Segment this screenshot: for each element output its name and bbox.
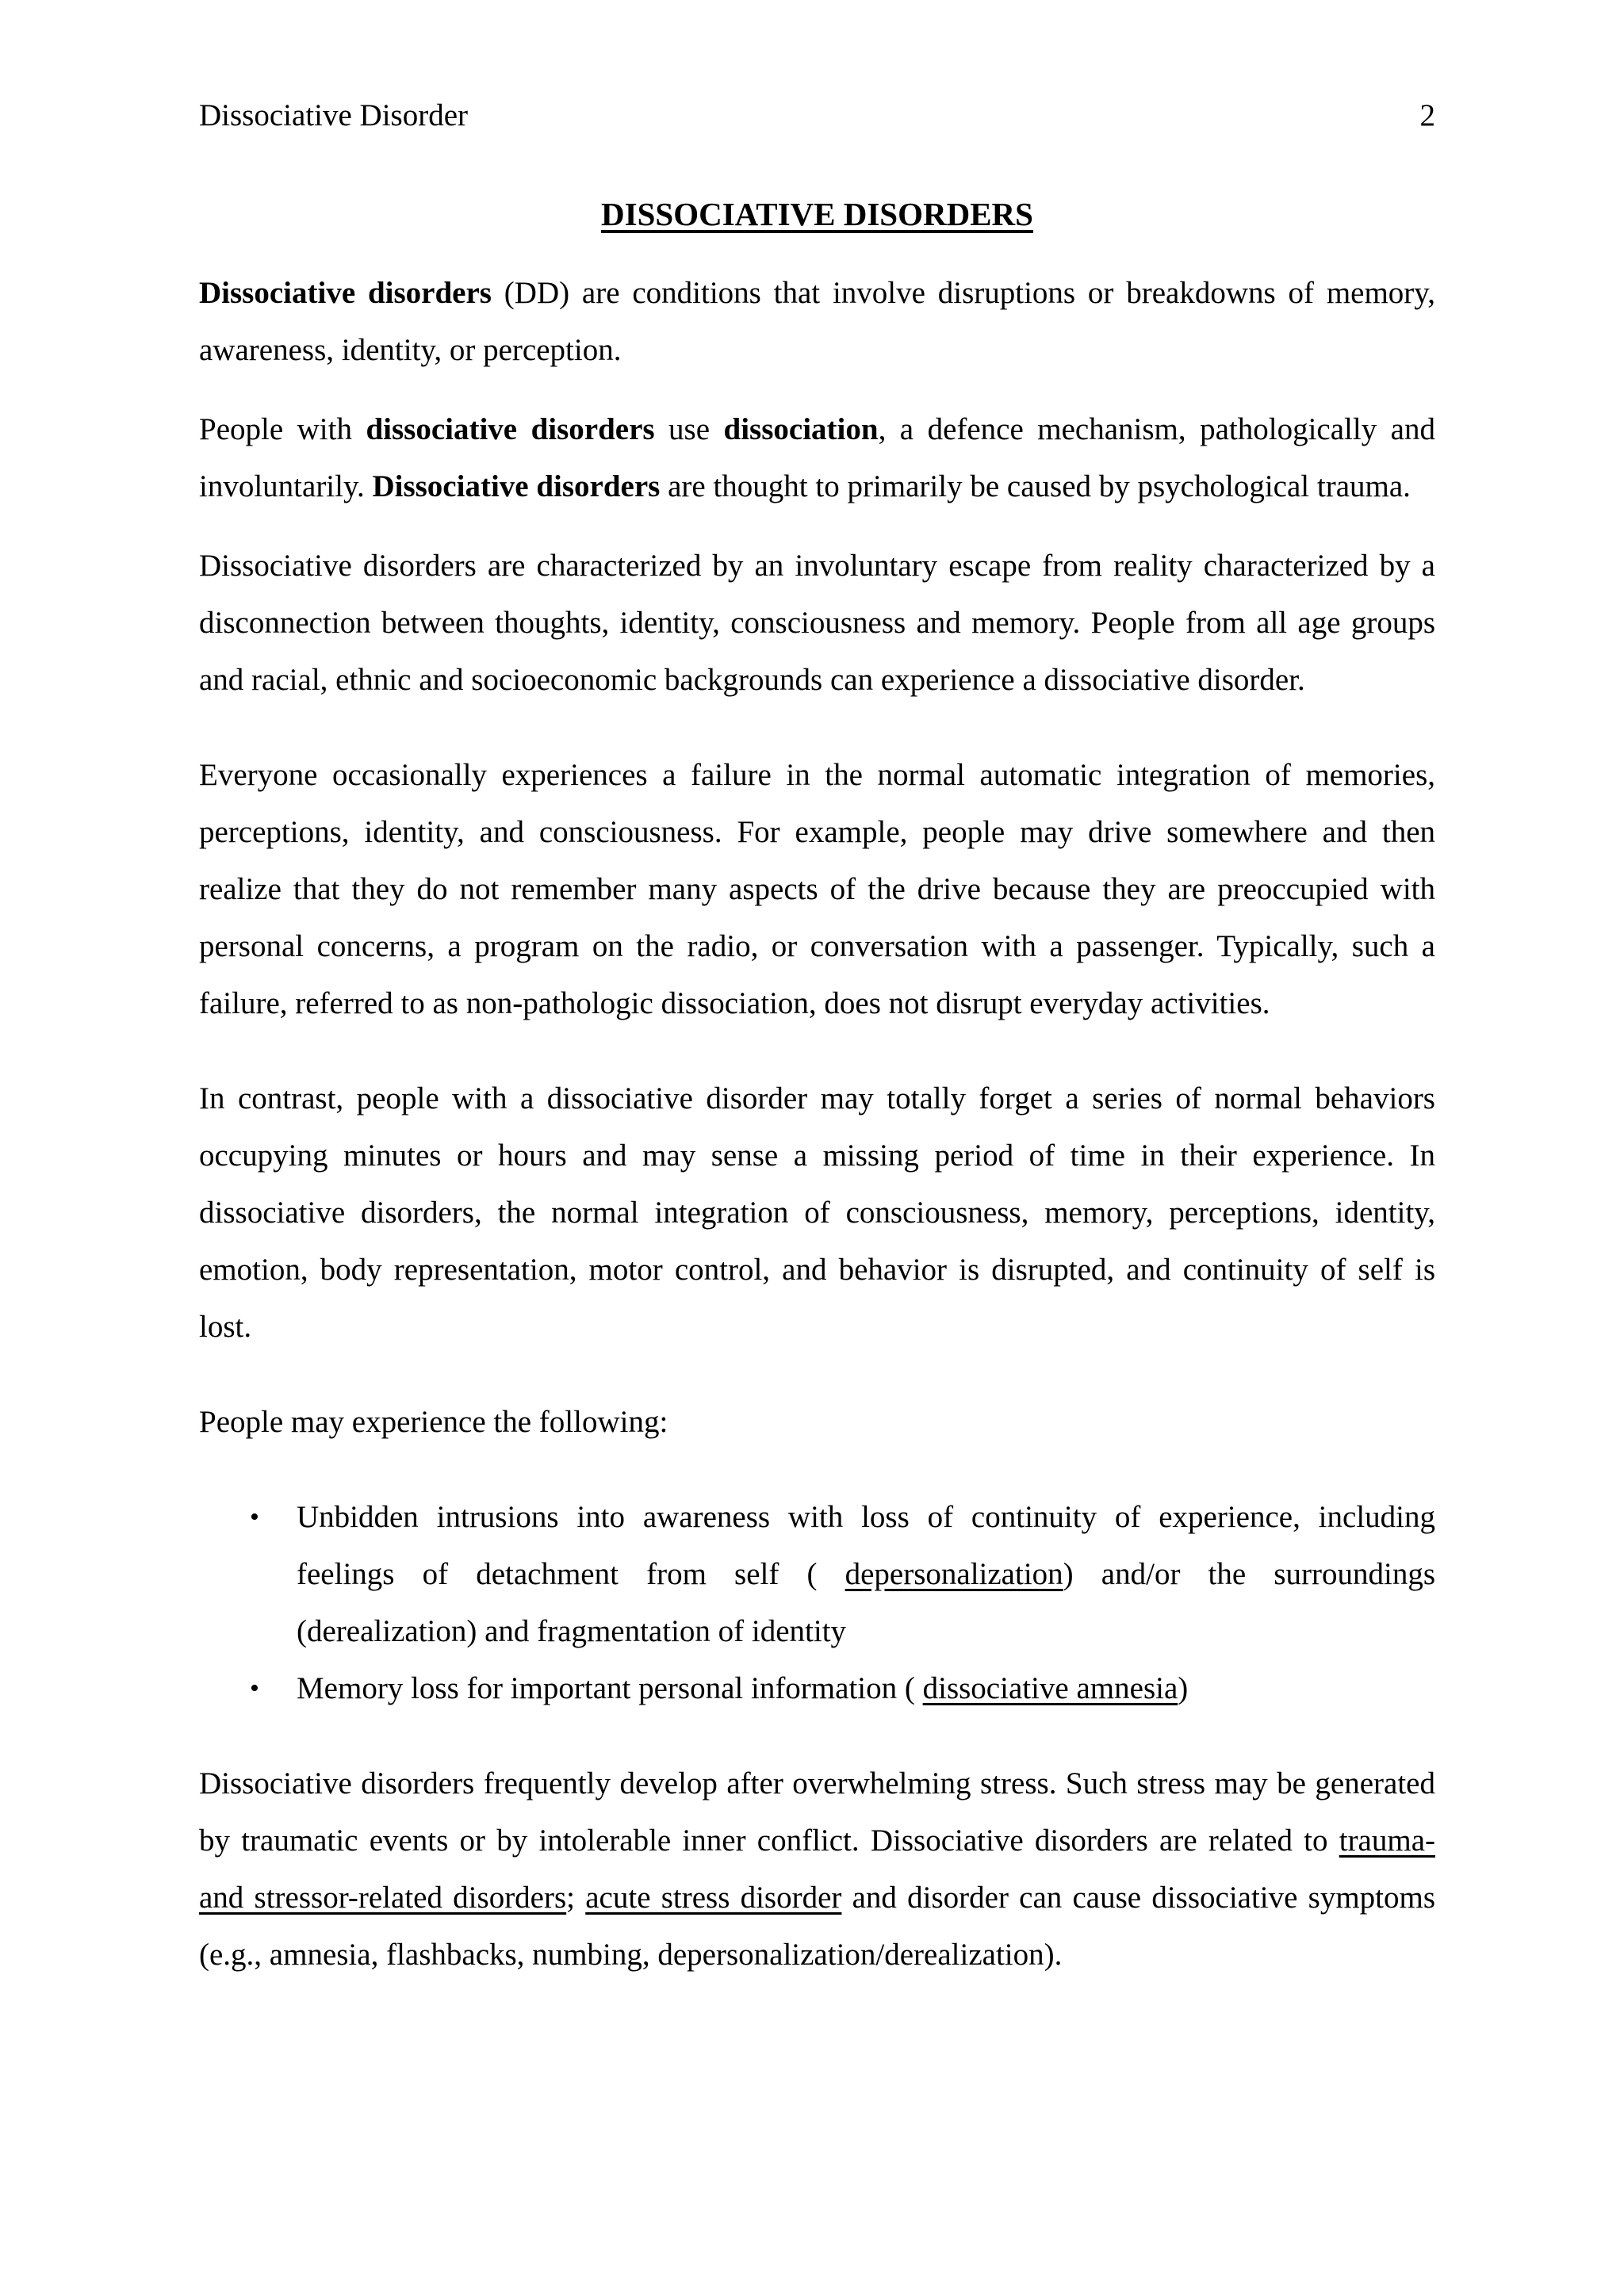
- paragraph-text: are thought to primarily be caused by psychological trauma.: [660, 469, 1411, 503]
- paragraph-text: Dissociative disorders frequently develop after overwhelming stress. Such stress may be generated by traumatic events or by intolerable inner conflict. Dissociative disorders are related to: [199, 1766, 1435, 1858]
- paragraph-stress: [199, 1755, 1435, 1984]
- bold-term: dissociative disorders: [366, 412, 655, 446]
- paragraph-characterization: Dissociative disorders are characterized by an involuntary escape from reality characterized by a disconnection between thoughts, identity, consciousness and memory. People from all age groups and racial, ethnic and socioeconomic backgrounds can experience a dissociative disorder.: [199, 549, 1435, 697]
- paragraph-text: , a defence mechanism, pathologically and involuntarily.: [199, 412, 1435, 503]
- paragraph-contrast: In contrast, people with a dissociative disorder may totally forget a series of normal behaviors occupying minutes or hours and may sense a missing period of time in their experience. In dissociative disorders, the normal integration of consciousness, memory, perceptions, identity, emotion, body representation, motor control, and behavior is disrupted, and continuity of self is lost.: [199, 1081, 1435, 1344]
- bullet-icon: •: [250, 1502, 259, 1532]
- bold-term: Dissociative disorders: [372, 469, 661, 503]
- paragraph-text: ;: [566, 1881, 586, 1915]
- paragraph-everyday-dissociation: Everyone occasionally experiences a failure in the normal automatic integration of memories, perceptions, identity, and consciousness. For example, people may drive somewhere and then realize that they do not remember many aspects of the drive because they are preoccupied with personal concerns, a program on the radio, or conversation with a passenger. Typically, such a failure, referred to as non-pathologic dissociation, does not disrupt everyday activities.: [199, 758, 1435, 1020]
- document-title: DISSOCIATIVE DISORDERS: [601, 196, 1033, 232]
- paragraph-text: and disorder can cause dissociative symptoms (e.g., amnesia, flashbacks, numbing, depersonalization/derealization).: [199, 1881, 1436, 1972]
- bullet-icon: •: [250, 1674, 259, 1703]
- paragraph-definition: [199, 265, 1435, 379]
- list-item: [199, 1660, 1435, 1717]
- document-body: [199, 190, 1435, 1984]
- paragraph-list-intro: People may experience the following:: [199, 1405, 668, 1439]
- link-trauma-stressor-disorders[interactable]: trauma- and stressor-related disorders: [199, 1823, 1435, 1915]
- bold-term: dissociation: [723, 412, 879, 446]
- page-number: 2: [1419, 98, 1435, 132]
- list-item-text: Unbidden intrusions into awareness with loss of continuity of experience, including feelings of detachment from self (: [297, 1500, 1435, 1591]
- link-acute-stress-disorder[interactable]: acute stress disorder: [585, 1881, 842, 1915]
- list-item-text: ): [1178, 1671, 1189, 1705]
- page-header: [199, 94, 1435, 138]
- link-depersonalization[interactable]: depersonalization: [845, 1557, 1063, 1591]
- list-item-text: ) and/or the surroundings (derealization) and fragmentation of identity: [297, 1557, 1436, 1648]
- paragraph-text: People with: [199, 412, 366, 446]
- paragraph-text: use: [654, 412, 724, 446]
- bold-term: Dissociative disorders: [199, 276, 492, 310]
- paragraph-text: (DD) are conditions that involve disruptions or breakdowns of memory, awareness, identity, or perception.: [199, 276, 1436, 367]
- symptom-list: [199, 1489, 1435, 1717]
- list-item: [199, 1489, 1435, 1660]
- running-head: Dissociative Disorder: [199, 98, 469, 132]
- paragraph-dissociation: [199, 401, 1435, 515]
- list-item-text: Memory loss for important personal information (: [297, 1671, 923, 1705]
- link-dissociative-amnesia[interactable]: dissociative amnesia: [922, 1671, 1178, 1705]
